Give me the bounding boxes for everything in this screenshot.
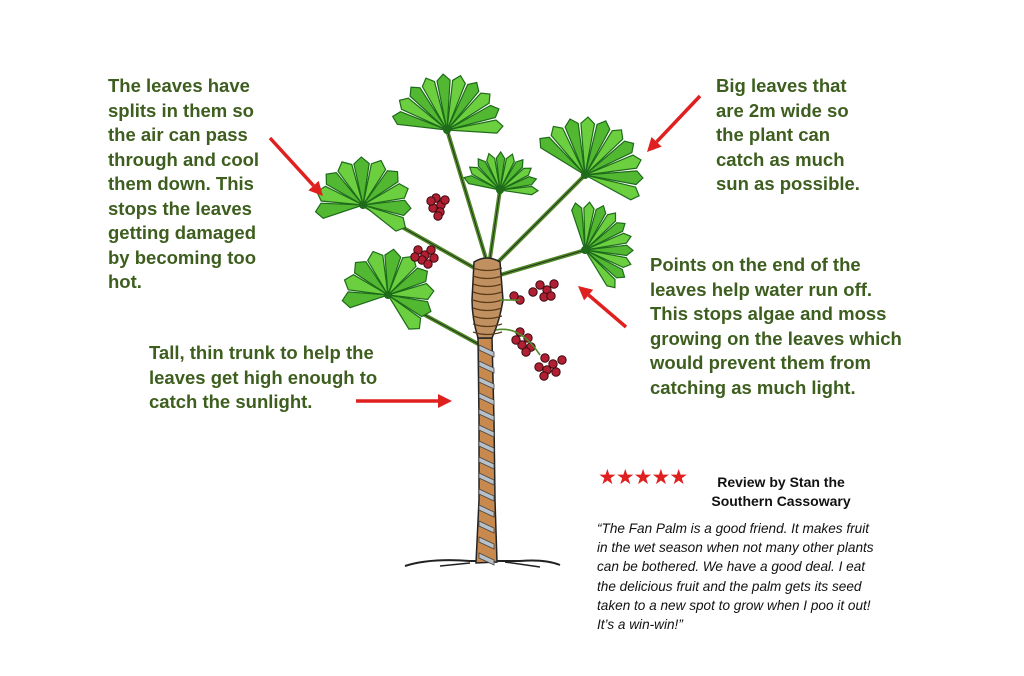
fan-leaf xyxy=(464,152,538,195)
leaf-stem-outline xyxy=(490,190,500,258)
red-arrow-icon xyxy=(647,96,700,152)
review-heading-line: Review by Stan the xyxy=(717,474,845,490)
note-line: splits in them so xyxy=(108,99,254,121)
note-line: sun as possible. xyxy=(716,173,860,194)
note-line: them down. This xyxy=(108,173,254,194)
review-heading-line: Southern Cassowary xyxy=(711,493,851,509)
leaf-stem-outline xyxy=(447,130,487,262)
leaf-stem-outline xyxy=(500,250,585,275)
fruit-berry xyxy=(427,197,435,205)
note-line: hot. xyxy=(108,271,142,292)
note-line: leaves get high enough to xyxy=(149,366,378,388)
fruit-berry xyxy=(427,246,435,254)
quote-line: “The Fan Palm is a good friend. It makes fruit xyxy=(597,521,869,536)
note-leaf-splits xyxy=(108,74,259,295)
fruit-berry xyxy=(535,363,543,371)
note-line: stops the leaves xyxy=(108,197,252,219)
leaf-hub xyxy=(581,246,589,254)
fruit-berry xyxy=(550,280,558,288)
quote-line: in the wet season when not many other plants xyxy=(597,540,874,556)
note-line: the air can pass xyxy=(108,124,248,145)
leaf-segment xyxy=(316,203,364,218)
fan-leaf xyxy=(316,157,411,231)
red-arrow-icon xyxy=(270,138,323,196)
note-line: leaves help water run off. xyxy=(650,278,873,300)
note-line: the plant can xyxy=(716,124,831,145)
note-line: catch as much xyxy=(716,148,845,170)
fruit-berry xyxy=(512,336,520,344)
fruit-cluster xyxy=(535,354,566,380)
quote-line: can be bothered. We have a good deal. I eat xyxy=(597,559,866,575)
note-line: The leaves have xyxy=(108,75,250,96)
fruit-berry xyxy=(522,348,530,356)
note-line: growing on the leaves which xyxy=(650,327,902,349)
note-line: This stops algae and moss xyxy=(650,303,887,324)
fan-leaf xyxy=(393,74,503,134)
leaf-segment xyxy=(572,203,585,250)
fruit-berry xyxy=(541,354,549,362)
quote-line: the delicious fruit and the palm gets its seed xyxy=(597,578,862,594)
leaf-hub xyxy=(384,291,392,299)
fruit-berry xyxy=(547,292,555,300)
arrow-shaft xyxy=(657,96,700,142)
arrow-head xyxy=(438,394,452,408)
note-line: catch the sunlight. xyxy=(149,391,313,412)
review-heading xyxy=(695,473,867,511)
fruit-berry xyxy=(441,196,449,204)
note-line: catching as much light. xyxy=(650,376,856,398)
red-arrow-icon xyxy=(578,286,626,327)
arrow-shaft xyxy=(589,295,626,327)
fruit-cluster xyxy=(427,194,449,220)
quote-line: It’s a win-win!” xyxy=(597,617,683,633)
fruit-berry xyxy=(424,260,432,268)
fruit-berry xyxy=(540,372,548,380)
note-line: Points on the end of the xyxy=(650,254,861,275)
fruit-berry xyxy=(558,356,566,364)
note-line: through and cool xyxy=(108,148,260,170)
note-line: by becoming too xyxy=(108,246,256,268)
leaf-hub xyxy=(443,126,451,134)
leaf-hub xyxy=(359,201,367,209)
rating-stars: ★★★★★ xyxy=(598,466,688,489)
fan-leaf xyxy=(540,117,643,200)
fruit-berry xyxy=(510,292,518,300)
quote-line: taken to a new spot to grow when I poo it out! xyxy=(597,597,871,613)
note-big-leaves xyxy=(716,74,860,197)
note-line: getting damaged xyxy=(108,222,257,243)
fruit-berry xyxy=(552,368,560,376)
palm-trunk xyxy=(472,258,503,565)
fruit-berry xyxy=(529,288,537,296)
note-line: Tall, thin trunk to help the xyxy=(149,342,374,363)
note-tall-trunk xyxy=(149,341,377,415)
fan-leaf xyxy=(572,202,633,287)
fruit-berry xyxy=(411,253,419,261)
arrow-shaft xyxy=(270,138,314,186)
review-quote xyxy=(597,519,874,634)
note-line: Big leaves that xyxy=(716,75,847,96)
fruit-berry xyxy=(434,212,442,220)
note-line: would prevent them from xyxy=(650,352,871,373)
note-leaf-points xyxy=(650,253,902,400)
leaf-hub xyxy=(581,171,589,179)
note-line: are 2m wide so xyxy=(716,99,849,121)
leaf-hub xyxy=(496,186,504,194)
